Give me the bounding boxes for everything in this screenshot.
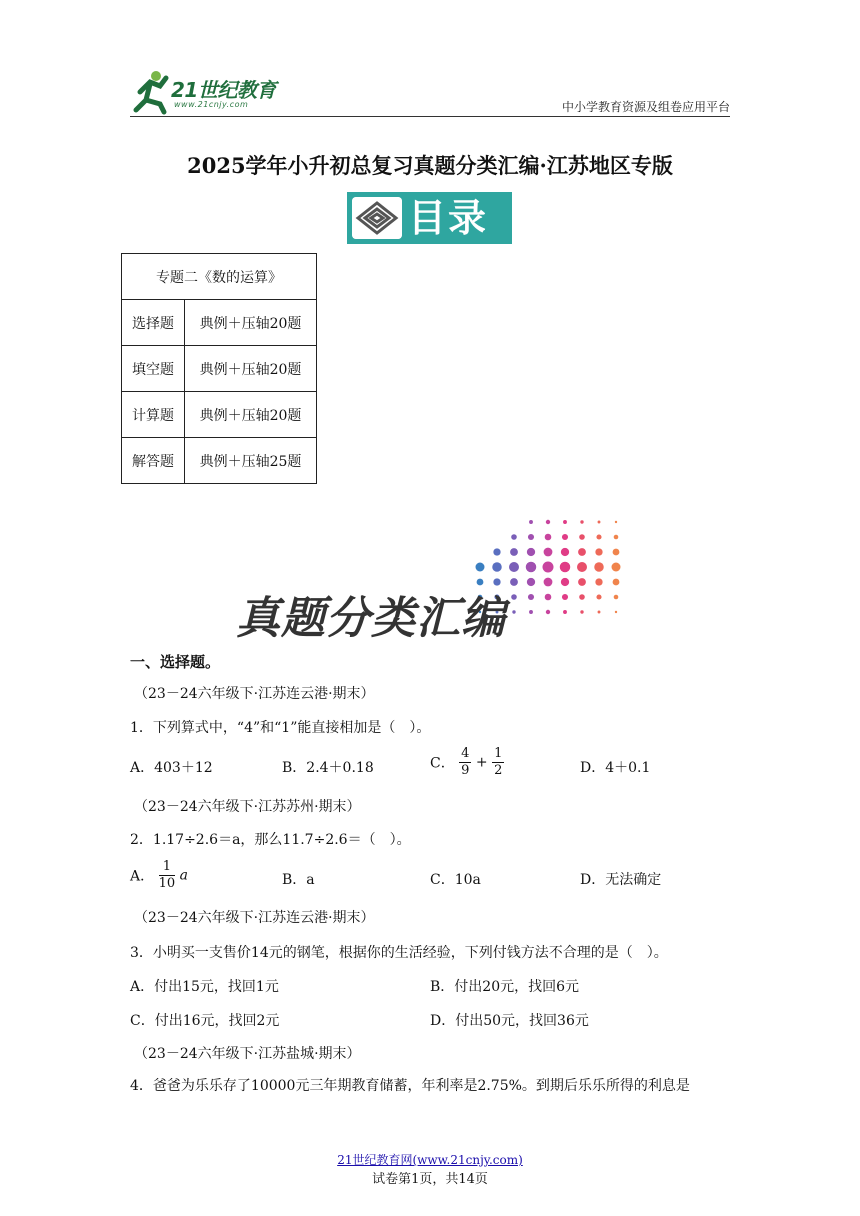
decor-dot	[528, 534, 534, 540]
decor-dot	[563, 610, 567, 614]
question-stem: 2．1.17÷2.6＝a，那么11.7÷2.6＝（ ）。	[130, 832, 411, 848]
decor-dot	[527, 548, 535, 556]
decor-dot	[614, 535, 619, 540]
variable: a	[179, 867, 188, 884]
toc-desc: 典例＋压轴20题	[185, 300, 317, 346]
decor-dot	[544, 578, 553, 587]
decor-dot	[578, 548, 586, 556]
decor-dot	[579, 594, 585, 600]
mulu-label: 目录	[408, 196, 489, 240]
footer-link[interactable]: 21世纪教育网(www.21cnjy.com)	[337, 1153, 523, 1167]
option-c: C．付出16元，找回2元	[130, 1013, 280, 1029]
decor-dot	[526, 562, 537, 573]
toc-row	[122, 392, 317, 438]
option-d: D．4＋0.1	[580, 760, 651, 776]
decor-dot	[529, 610, 533, 614]
decor-dot	[613, 579, 620, 586]
fraction	[459, 746, 471, 779]
numerator: 1	[494, 746, 503, 761]
decor-dot	[528, 594, 534, 600]
logo-url: www.21cnjy.com	[174, 100, 249, 109]
banner-title: 真题分类汇编	[236, 593, 506, 644]
decor-dot	[527, 578, 535, 586]
option-a	[130, 859, 188, 892]
decor-dot	[512, 610, 515, 613]
decor-dot	[546, 520, 550, 524]
toc-type: 填空题	[122, 346, 185, 392]
decor-dot	[510, 578, 518, 586]
decor-dot	[545, 594, 552, 601]
option-b: B．a	[282, 872, 315, 888]
page-number: 试卷第1页，共14页	[372, 1172, 488, 1187]
plus-sign: +	[475, 754, 488, 771]
question-source: （23－24六年级下·江苏连云港·期末）	[134, 910, 375, 926]
decor-dot	[613, 549, 620, 556]
header-divider	[130, 116, 730, 117]
decor-dot	[561, 548, 569, 556]
question-source: （23－24六年级下·江苏苏州·期末）	[134, 799, 361, 815]
decor-dot	[580, 520, 583, 523]
decor-dot	[579, 534, 585, 540]
decor-dot	[562, 594, 568, 600]
decor-dot	[509, 562, 519, 572]
decor-dot	[577, 562, 587, 572]
decor-dot	[546, 610, 550, 614]
decor-dot	[510, 548, 518, 556]
decor-dot	[511, 594, 517, 600]
toc-type: 选择题	[122, 300, 185, 346]
section-title: 一、选择题。	[130, 653, 221, 671]
decor-dot	[560, 562, 571, 573]
toc-type: 解答题	[122, 438, 185, 484]
option-d: D．无法确定	[580, 872, 662, 888]
toc-row	[122, 300, 317, 346]
option-c-label: C．	[430, 755, 455, 772]
toc-row	[122, 438, 317, 484]
decor-dot	[544, 548, 553, 557]
decor-dot	[545, 534, 552, 541]
header-platform-text: 中小学教育资源及组卷应用平台	[561, 100, 730, 114]
question-stem: 3．小明买一支售价14元的钢笔，根据你的生活经验，下列付钱方法不合理的是（ ）。	[130, 945, 668, 961]
question-stem: 4．爸爸为乐乐存了10000元三年期教育储蓄，年利率是2.75%。到期后乐乐所得的利息是	[130, 1078, 690, 1094]
fraction	[159, 859, 176, 892]
option-b: B．付出20元，找回6元	[430, 979, 580, 995]
decor-dot	[476, 563, 485, 572]
decor-dot	[596, 534, 601, 539]
question-source: （23－24六年级下·江苏连云港·期末）	[134, 686, 375, 702]
decor-dot	[614, 595, 619, 600]
option-d: D．付出50元，找回36元	[430, 1013, 589, 1029]
denominator: 10	[158, 876, 176, 891]
option-a: A．403＋12	[130, 760, 213, 776]
toc-desc: 典例＋压轴25题	[185, 438, 317, 484]
decor-dot	[562, 534, 568, 540]
decor-dot	[598, 521, 601, 524]
toc-desc: 典例＋压轴20题	[185, 392, 317, 438]
decor-dot	[578, 578, 586, 586]
decor-dot	[580, 610, 583, 613]
decor-dot	[492, 562, 502, 572]
decor-dot	[598, 611, 601, 614]
decor-dot	[529, 520, 533, 524]
numerator: 1	[159, 859, 176, 876]
decor-dot	[595, 578, 602, 585]
denominator: 2	[494, 763, 503, 778]
decor-dot	[493, 548, 500, 555]
decor-dot	[543, 562, 554, 573]
decor-dot	[615, 611, 617, 613]
decor-dot	[596, 594, 601, 599]
option-a: A．付出15元，找回1元	[130, 979, 279, 995]
question-stem: 1．下列算式中，“4”和“1”能直接相加是（ ）。	[130, 720, 431, 736]
maze-icon	[352, 197, 402, 239]
decor-dot	[615, 521, 617, 523]
decor-dot	[563, 520, 567, 524]
decor-dot	[511, 534, 517, 540]
toc-table	[121, 253, 317, 484]
decor-dot	[612, 563, 621, 572]
toc-header: 专题二《数的运算》	[122, 254, 317, 300]
decor-dot	[595, 548, 602, 555]
option-c: C．10a	[430, 872, 481, 888]
toc-row	[122, 346, 317, 392]
logo-text: 21世纪教育	[171, 78, 276, 102]
option-b: B．2.4＋0.18	[282, 760, 374, 776]
page-title: 2025学年小升初总复习真题分类汇编·江苏地区专版	[187, 153, 673, 178]
option-c	[430, 746, 504, 779]
denominator: 9	[461, 763, 470, 778]
toc-desc: 典例＋压轴20题	[185, 346, 317, 392]
option-a-label: A．	[130, 868, 155, 885]
fraction	[492, 746, 504, 779]
numerator: 4	[461, 746, 470, 761]
decor-dot	[561, 578, 569, 586]
toc-header-row	[122, 254, 317, 300]
toc-type: 计算题	[122, 392, 185, 438]
question-source: （23－24六年级下·江苏盐城·期末）	[134, 1046, 361, 1062]
decor-dot	[594, 562, 604, 572]
